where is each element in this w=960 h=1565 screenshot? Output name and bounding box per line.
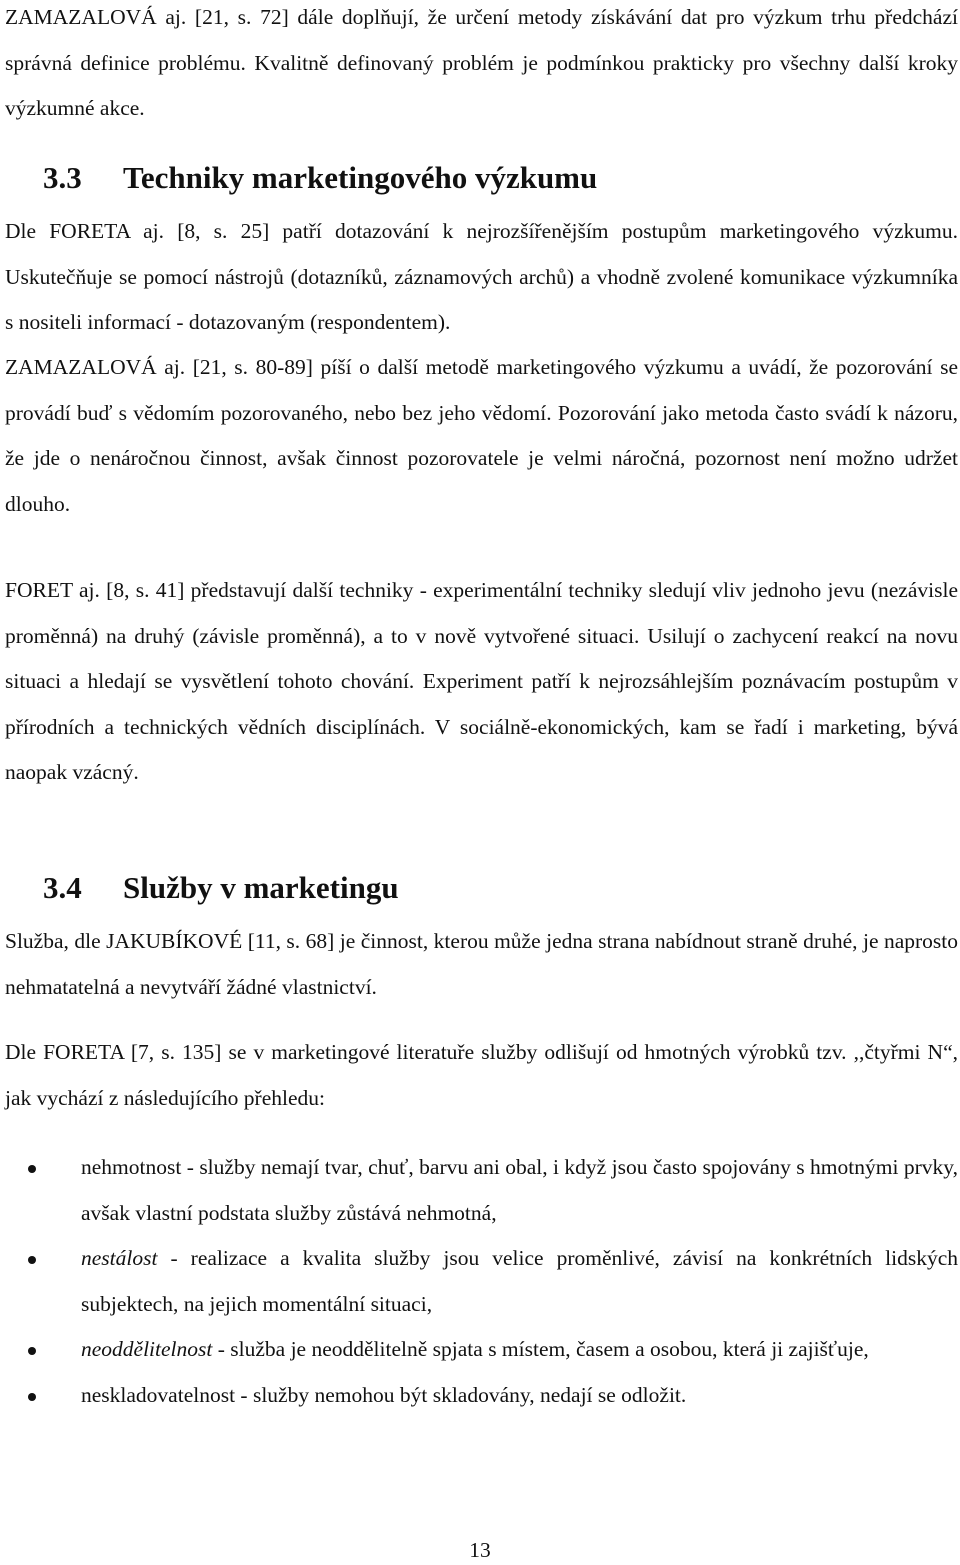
list-item-text: - služba je neoddělitelně spjata s místem, časem a osobou, která ji zajišťuje,	[212, 1337, 869, 1361]
list-item-text: - realizace a kvalita služby jsou velice proměnlivé, závisí na konkrétních lidských subjektech, na jejich momentální situaci,	[81, 1246, 958, 1316]
bullet-icon	[28, 1256, 36, 1264]
section-heading-3-4	[43, 868, 399, 908]
paragraph-ctyri-n: Dle FORETA [7, s. 135] se v marketingové literatuře služby odlišují od hmotných výrobků tzv. ,,čtyřmi N“, jak vychází z následujícího přehledu:	[5, 1040, 958, 1110]
list-item-text: neskladovatelnost - služby nemohou být skladovány, nedají se odložit.	[81, 1382, 687, 1407]
bullet-icon	[28, 1347, 36, 1355]
list-item-term: nestálost	[81, 1246, 158, 1270]
bullet-icon	[28, 1165, 36, 1173]
paragraph-pozorovani: ZAMAZALOVÁ aj. [21, s. 80-89] píší o další metodě marketingového výzkumu a uvádí, že pozorování se provádí buď s vědomím pozorovaného, nebo bez jeho vědomí. Pozorování jako metoda často svádí k názoru, že jde o nenáročnou činnost, avšak činnost pozorovatele je velmi náročná, pozornost není možno udržet dlouho.	[5, 355, 958, 516]
page-number: 13	[469, 1538, 491, 1562]
list-item	[5, 1327, 958, 1373]
paragraph-dotazovani: Dle FORETA aj. [8, s. 25] patří dotazování k nejrozšířenějším postupům marketingového výzkumu. Uskutečňuje se pomocí nástrojů (dotazníků, záznamových archů) a vhodně zvolené komunikace výzkumníka s nositeli informací - dotazovaným (respondentem).	[5, 219, 958, 334]
paragraph-intro: ZAMAZALOVÁ aj. [21, s. 72] dále doplňují, že určení metody získávání dat pro výzkum trhu předchází správná definice problému. Kvalitně definovaný problém je podmínkou prakticky pro všechny další kroky výzkumné akce.	[5, 5, 958, 120]
section-title: Techniky marketingového výzkumu	[123, 160, 598, 195]
section-number: 3.3	[43, 160, 82, 195]
paragraph-sluzba-definice: Služba, dle JAKUBÍKOVÉ [11, s. 68] je činnost, kterou může jedna strana nabídnout straně druhé, je naprosto nehmatatelná a nevytváří žádné vlastnictví.	[5, 929, 958, 999]
section-number: 3.4	[43, 870, 82, 905]
list-item	[5, 1236, 958, 1327]
section-heading-3-3	[43, 158, 597, 198]
section-title: Služby v marketingu	[123, 870, 399, 905]
list-item-term: neoddělitelnost	[81, 1337, 213, 1361]
paragraph-experiment: FORET aj. [8, s. 41] představují další techniky - experimentální techniky sledují vliv jednoho jevu (nezávisle proměnná) na druhý (závisle proměnná), a to v nově vytvořené situaci. Usilují o zachycení reakcí na novu situaci a hledají se vysvětlení tohoto chování. Experiment patří k nejrozsáhlejším poznávacím postupům v přírodních a technických vědních disciplínách. V sociálně-ekonomických, kam se řadí i marketing, bývá naopak vzácný.	[5, 578, 958, 784]
list-item	[5, 1145, 958, 1236]
list-item	[5, 1373, 958, 1419]
bullet-list	[5, 1145, 958, 1418]
bullet-icon	[28, 1393, 36, 1401]
list-item-text: nehmotnost - služby nemají tvar, chuť, barvu ani obal, i když jsou často spojovány s hmotnými prvky, avšak vlastní podstata služby zůstává nehmotná,	[81, 1155, 958, 1225]
